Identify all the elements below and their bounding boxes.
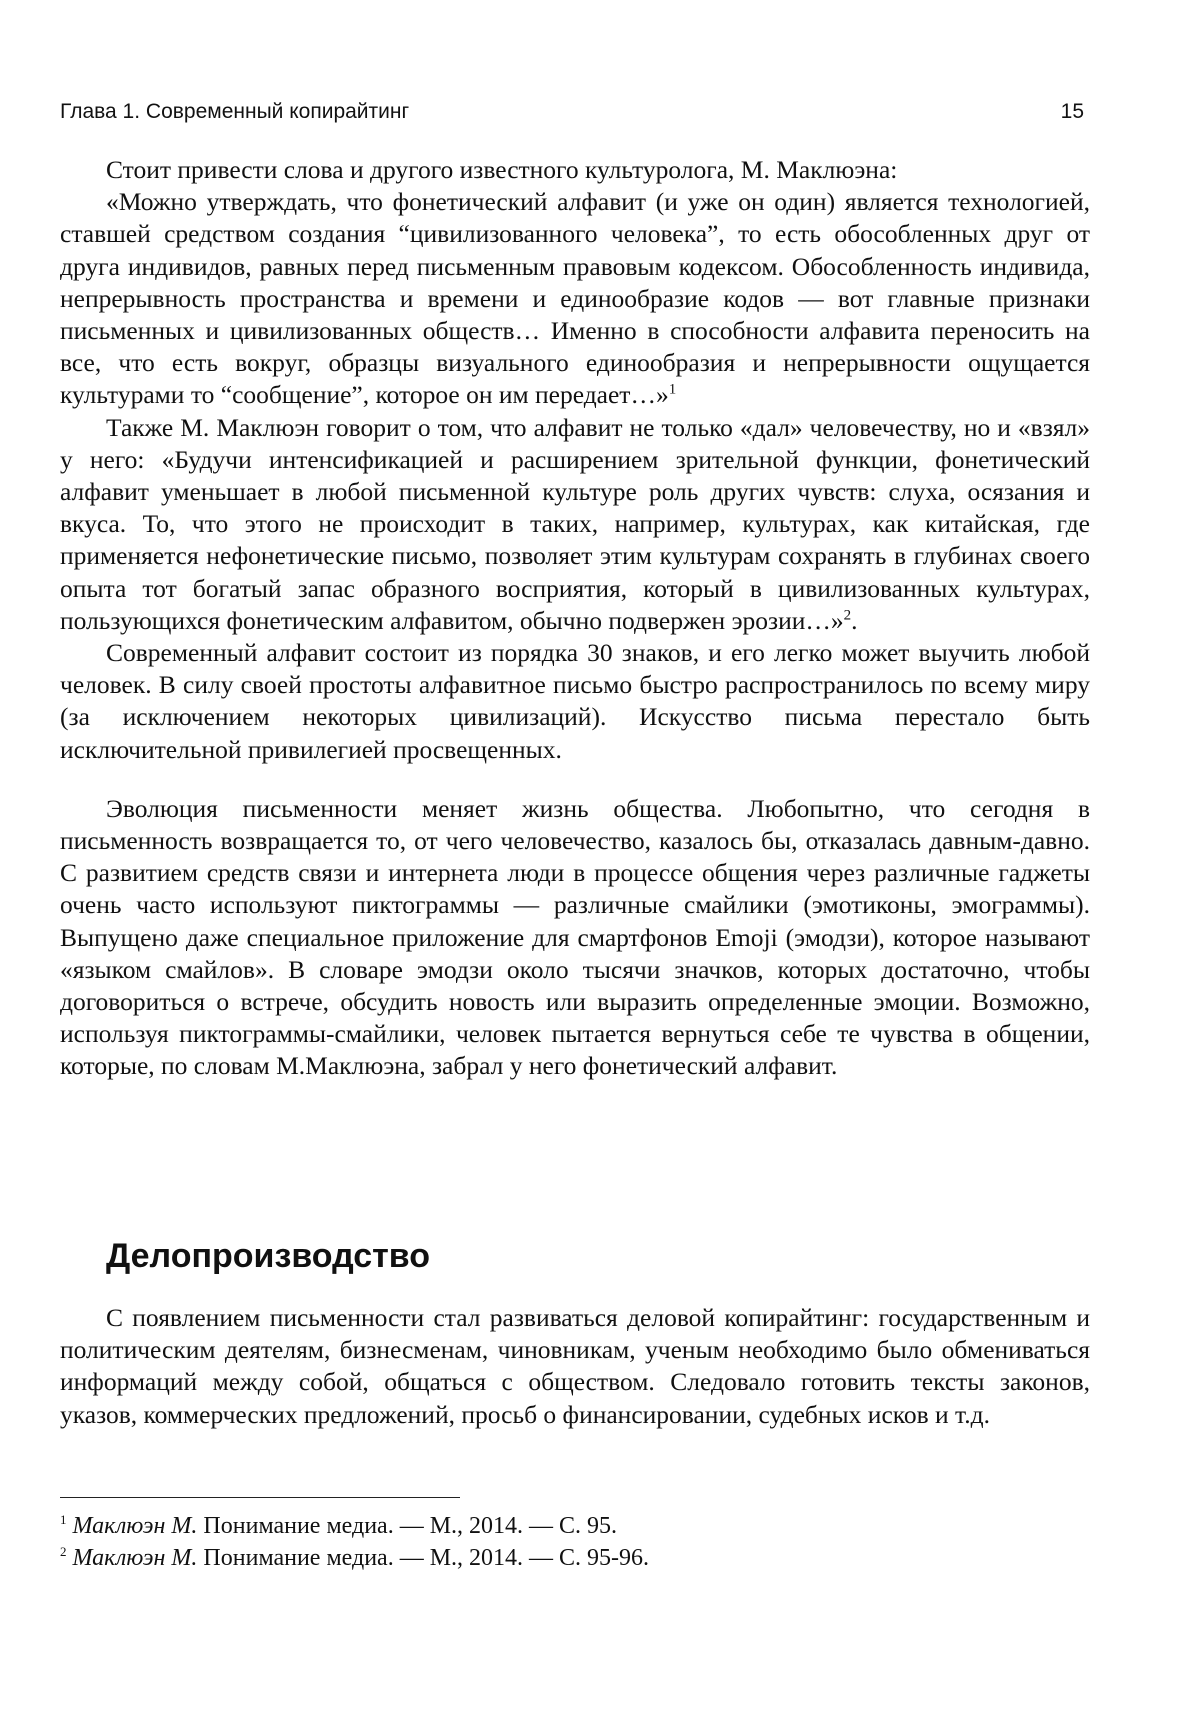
section-text [60,1302,1090,1431]
running-head [60,100,1084,130]
footnote-text: Понимание медиа. — М., 2014. — С. 95-96. [197,1545,650,1571]
footnote-number: 2 [60,1544,67,1559]
footnote-author: Маклюэн М. [72,1545,198,1571]
main-text [60,154,1090,1083]
paragraph-text: Эволюция письменности меняет жизнь общества. Любопытно, что сегодня в письменность возвращается то, от чего человечество, казалось бы, отказалась давным-давно. С развитием средств связи и интернета люди в процессе общения через различные гаджеты очень часто используют пиктограммы — различные смайлики (эмотиконы, эмограммы). Выпущено даже специальное приложение для смартфонов Emoji (эмодзи), которое называют «языком смайлов». В словаре эмодзи около тысячи значков, которых достаточно, чтобы договориться о встрече, обсудить новость или выразить определенные эмоции. Возможно, используя пиктограммы-смайлики, человек пытается вернуться себе те чувства в общении, которые, по словам М.Маклюэна, забрал у него фонетический алфавит. [60,793,1090,1081]
paragraph-text: С появлением письменности стал развиваться деловой копирайтинг: государственным и политическим деятелям, бизнесменам, чиновникам, ученым необходимо было обмениваться информаций между собой, общаться с обществом. Следовало готовить тексты законов, указов, коммерческих предложений, просьб о финансировании, судебных исков и т.д. [60,1303,1090,1429]
footnotes [60,1510,1090,1574]
page-number: 15 [1060,100,1084,123]
paragraph-text: Современный алфавит состоит из порядка 30 знаков, и его легко может выучить любой человек. В силу своей простоты алфавитное письмо быстро распространилось по всему миру (за исключением некоторых цивилизаций). Искусство письма перестало быть исключительной привилегией просвещенных. [60,638,1090,764]
footnote-author: Маклюэн М. [72,1513,198,1539]
footnote [60,1542,1090,1574]
footnote-ref: 1 [668,381,677,398]
paragraph-text: «Можно утверждать, что фонетический алфавит (и уже он один) является технологией, ставшей средством создания “цивилизованного человека”, то есть обособленных друг от друга индивидов, равных перед письменным правовым кодексом. Обособленность индивида, непрерывность пространства и времени и единообразие кодов — вот главные признаки письменных и цивилизованных обществ… Именно в способности алфавита переносить на все, что есть вокруг, образцы визуального единообразия и непрерывности ощущается культурами то “сообщение”, которое он им передает…» [60,187,1090,410]
paragraph-text: Стоит привести слова и другого известного культуролога, М. Маклюэна: [106,155,898,184]
footnote [60,1510,1090,1542]
quote-paragraph [60,186,1090,411]
paragraph-text: Также М. Маклюэн говорит о том, что алфавит не только «дал» человечеству, но и «взял» у него: «Будучи интенсификацией и расширением зрительной функции, фонетический алфавит уменьшает в любой письменной культуре роль других чувств: слуха, осязания и вкуса. То, что этого не происходит в таких, например, культурах, как китайская, где применяется нефонетические письмо, позволяет этим культурам сохранять в глубинах своего опыта тот богатый запас образного восприятия, который в цивилизованных культурах, пользующихся фонетическим алфавитом, обычно подвержен эрозии…» [60,412,1090,635]
section-heading: Делопроизводство [106,1237,431,1275]
footnote-divider [60,1497,460,1498]
footnote-number: 1 [60,1512,67,1527]
sentence-end: . [851,605,858,635]
paragraph [60,793,1090,1083]
paragraph [60,154,1090,186]
footnote-ref: 2 [843,607,852,624]
chapter-title: Глава 1. Современный копирайтинг [60,100,410,123]
paragraph [60,637,1090,766]
footnote-text: Понимание медиа. — М., 2014. — С. 95. [197,1513,618,1539]
paragraph [60,1302,1090,1431]
paragraph [60,412,1090,637]
